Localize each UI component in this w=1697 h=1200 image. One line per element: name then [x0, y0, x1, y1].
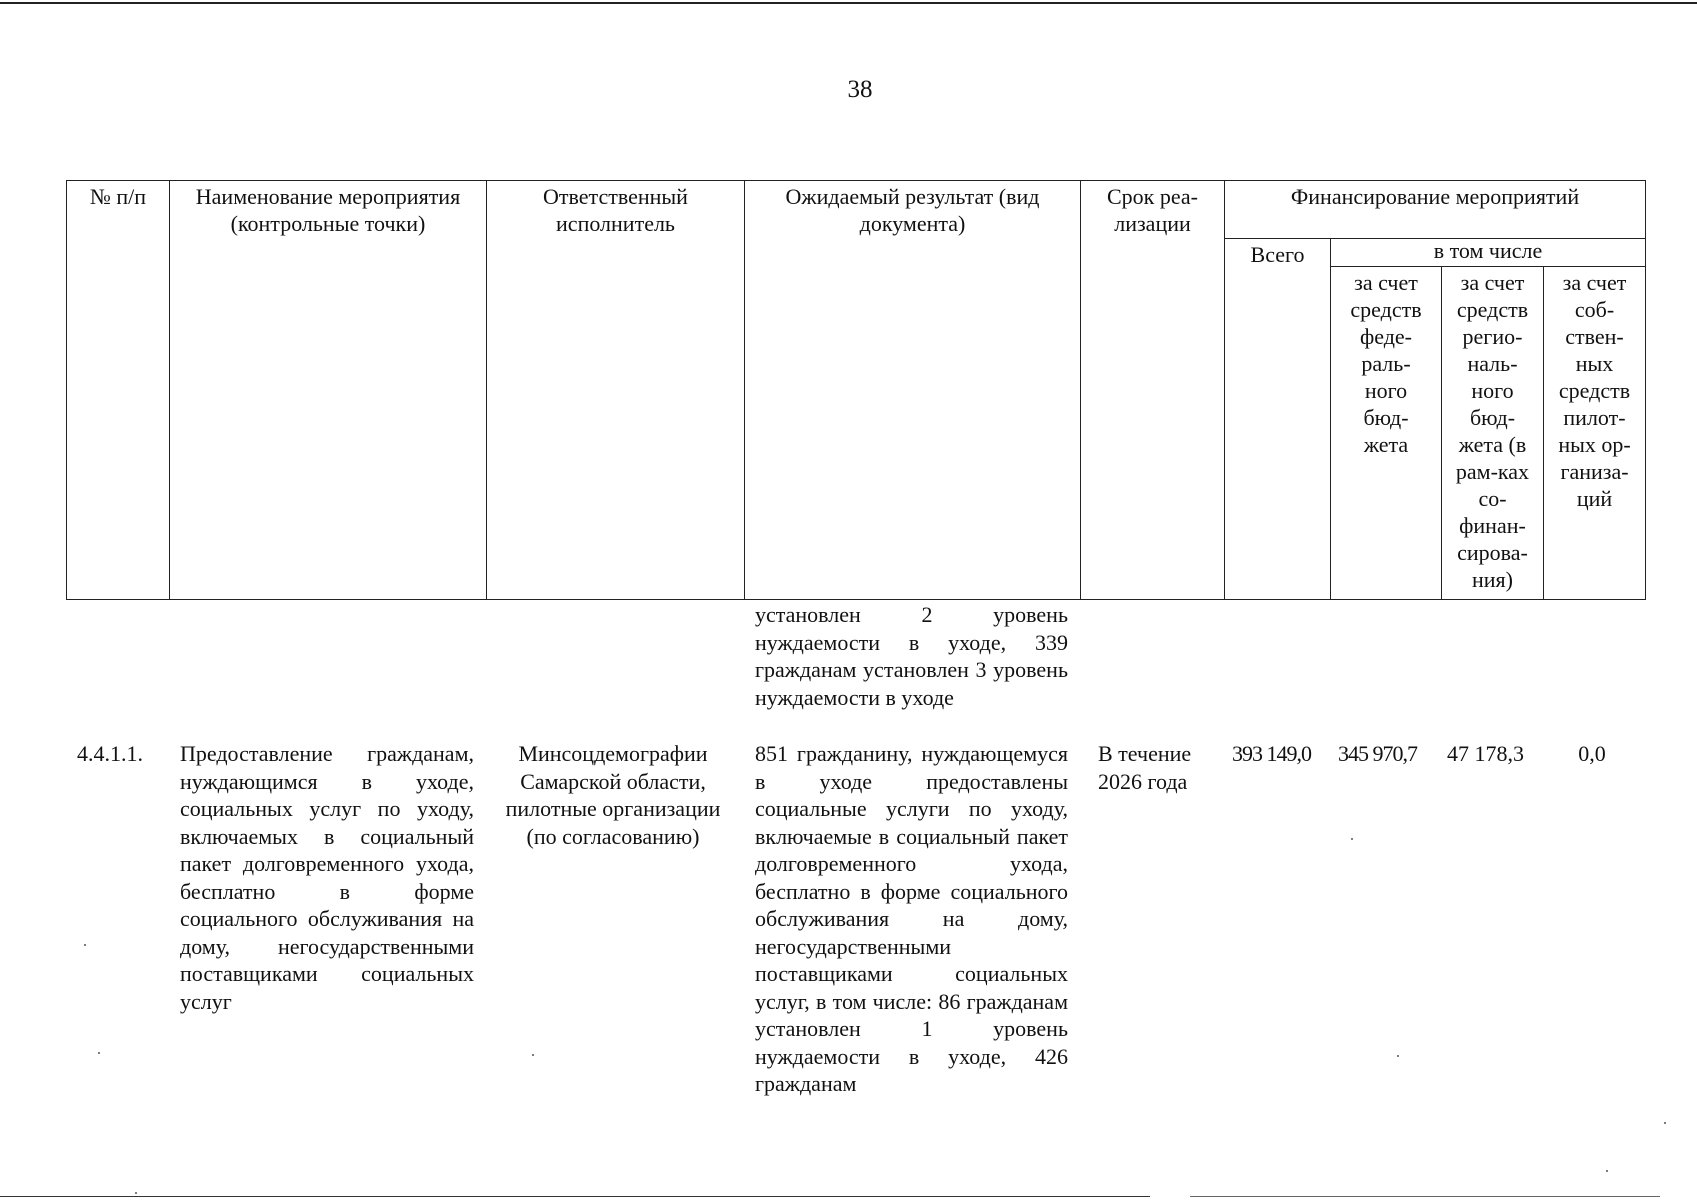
header-own: за счет соб-ствен-ных средств пилот-ных ор-ганиза-ций: [1544, 267, 1646, 600]
header-executor: Ответственный исполнитель: [487, 181, 745, 600]
header-result: Ожидаемый результат (вид документа): [745, 181, 1081, 600]
header-term: Срок реа-лизации: [1081, 181, 1225, 600]
row-total: 393 149,0: [1232, 741, 1311, 766]
scan-border-bottom: [0, 1196, 1150, 1197]
header-total: Всего: [1225, 239, 1331, 600]
page-number: 38: [847, 76, 873, 103]
row-regional: 47 178,3: [1447, 741, 1524, 766]
row-federal: 345 970,7: [1338, 741, 1417, 766]
scan-speck: [135, 1192, 137, 1194]
scan-speck: [1397, 1055, 1399, 1057]
header-num: № п/п: [67, 181, 170, 600]
result-continuation: установлен 2 уровень нуждаемости в уходе, 339 гражданам установлен 3 уровень нуждаемости в уходе: [755, 602, 1068, 710]
header-name: Наименование мероприятия (контрольные точки): [170, 181, 487, 600]
scan-border-top: [0, 2, 1697, 4]
table-header: [66, 180, 1646, 600]
header-including: в том числе: [1331, 239, 1646, 267]
row-executor: Минсоцдемографии Самарской области, пилотные организации (по согласованию): [505, 741, 721, 849]
scan-speck: [98, 1052, 100, 1054]
header-federal: за счет средств феде-раль-ного бюд-жета: [1331, 267, 1442, 600]
header-regional: за счет средств регио-наль-ного бюд-жета (в рам-ках со-финан-сирова-ния): [1442, 267, 1544, 600]
scan-speck: [1606, 1170, 1608, 1172]
scan-speck: [532, 1054, 534, 1056]
row-number: 4.4.1.1.: [77, 741, 143, 766]
row-expected-result: 851 гражданину, нуждающемуся в уходе предоставлены социальные услуги по уходу, включаемые в социальный пакет долговременного ухода, бесплатно в форме социального обслуживания на дому, негосударственными поставщиками социальных услуг, в том числе: 86 гражданам установлен 1 уровень нуждаемости в уходе, 426 гражданам: [755, 741, 1068, 1096]
row-term: В течение 2026 года: [1098, 741, 1192, 794]
header-financing: Финансирование мероприятий: [1225, 181, 1646, 239]
row-measure-name: Предоставление гражданам, нуждающимся в уходе, социальных услуг по уходу, включаемых в социальный пакет долговременного ухода, бесплатно в форме социального обслуживания на дому, негосударственными поставщиками социальных услуг: [180, 741, 474, 1014]
scan-speck: [1351, 838, 1353, 840]
scan-speck: [84, 944, 86, 946]
scan-speck: [1664, 1122, 1666, 1124]
row-own: 0,0: [1578, 741, 1606, 766]
scan-border-bottom-right: [1190, 1196, 1660, 1197]
